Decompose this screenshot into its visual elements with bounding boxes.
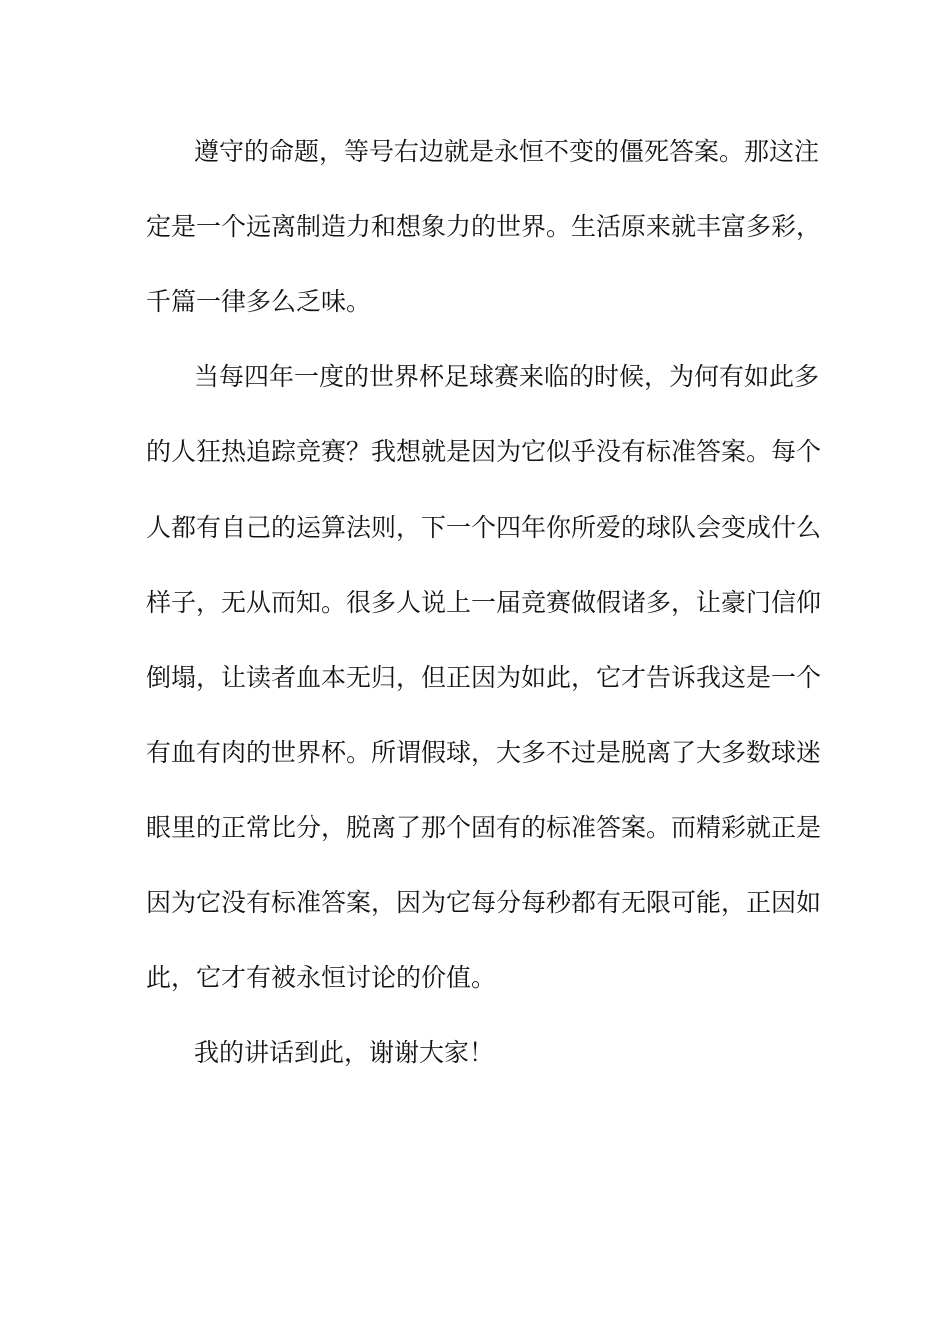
text-line: 当每四年一度的世界杯足球赛来临的时候，为何有如此多 (194, 362, 820, 391)
text-line: 有血有肉的世界杯。所谓假球，大多不过是脱离了大多数球迷 (146, 738, 822, 767)
text-line: 眼里的正常比分，脱离了那个固有的标准答案。而精彩就正是 (146, 813, 822, 842)
text-line: 样子，无从而知。很多人说上一届竞赛做假诸多，让豪门信仰 (146, 588, 822, 617)
text-line: 的人狂热追踪竞赛？我想就是因为它似乎没有标准答案。每个 (146, 437, 822, 466)
text-line: 千篇一律多么乏味。 (146, 287, 372, 316)
text-line: 我的讲话到此，谢谢大家！ (194, 1038, 495, 1067)
text-line: 因为它没有标准答案，因为它每分每秒都有无限可能，正因如 (146, 888, 822, 917)
text-line: 遵守的命题，等号右边就是永恒不变的僵死答案。那这注 (194, 137, 820, 166)
text-line: 人都有自己的运算法则，下一个四年你所爱的球队会变成什么 (146, 513, 822, 542)
text-line: 定是一个远离制造力和想象力的世界。生活原来就丰富多彩， (146, 212, 822, 241)
text-line: 倒塌，让读者血本无归，但正因为如此，它才告诉我这是一个 (146, 663, 822, 692)
text-line: 此，它才有被永恒讨论的价值。 (146, 963, 497, 992)
